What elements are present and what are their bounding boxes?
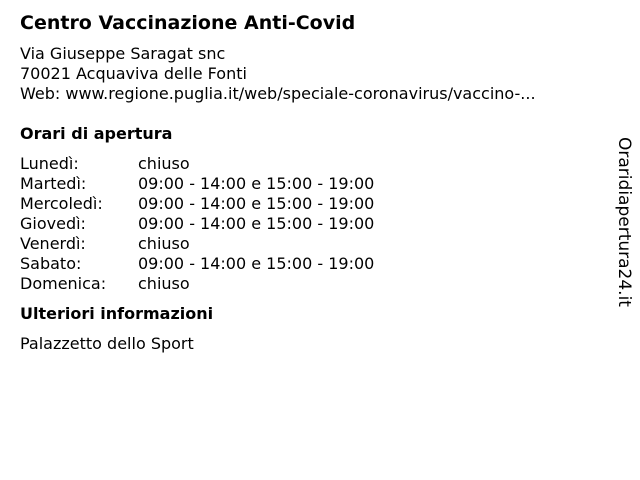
street-address: Via Giuseppe Saragat snc	[20, 44, 226, 63]
hours-row-thursday	[20, 214, 600, 234]
city-address: 70021 Acquaviva delle Fonti	[20, 64, 247, 83]
opening-hours-table	[20, 154, 600, 294]
website-link[interactable]: www.regione.puglia.it/web/speciale-coronavirus/vaccino-...	[65, 84, 536, 103]
hours-row-tuesday	[20, 174, 600, 194]
day-label: Sabato:	[20, 254, 82, 273]
day-label: Mercoledì:	[20, 194, 103, 213]
site-watermark: Oraridiapertura24.it	[614, 137, 634, 307]
hours-row-saturday	[20, 254, 600, 274]
web-label: Web:	[20, 84, 61, 103]
opening-hours-heading: Orari di apertura	[20, 124, 173, 143]
hours-value: 09:00 - 14:00 e 15:00 - 19:00	[138, 254, 375, 273]
hours-row-monday	[20, 154, 600, 174]
place-card	[20, 10, 600, 354]
website-line	[20, 84, 600, 104]
day-label: Martedì:	[20, 174, 87, 193]
day-label: Lunedì:	[20, 154, 79, 173]
hours-value: chiuso	[138, 274, 190, 293]
day-label: Venerdì:	[20, 234, 86, 253]
hours-value: 09:00 - 14:00 e 15:00 - 19:00	[138, 174, 375, 193]
hours-row-friday	[20, 234, 600, 254]
hours-row-wednesday	[20, 194, 600, 214]
hours-value: 09:00 - 14:00 e 15:00 - 19:00	[138, 194, 375, 213]
address-block	[20, 44, 600, 104]
day-label: Giovedì:	[20, 214, 86, 233]
additional-info-heading: Ulteriori informazioni	[20, 304, 214, 323]
day-label: Domenica:	[20, 274, 107, 293]
hours-row-sunday	[20, 274, 600, 294]
hours-value: 09:00 - 14:00 e 15:00 - 19:00	[138, 214, 375, 233]
hours-value: chiuso	[138, 234, 190, 253]
additional-info-text: Palazzetto dello Sport	[20, 334, 194, 353]
place-title: Centro Vaccinazione Anti-Covid	[20, 12, 356, 34]
hours-value: chiuso	[138, 154, 190, 173]
